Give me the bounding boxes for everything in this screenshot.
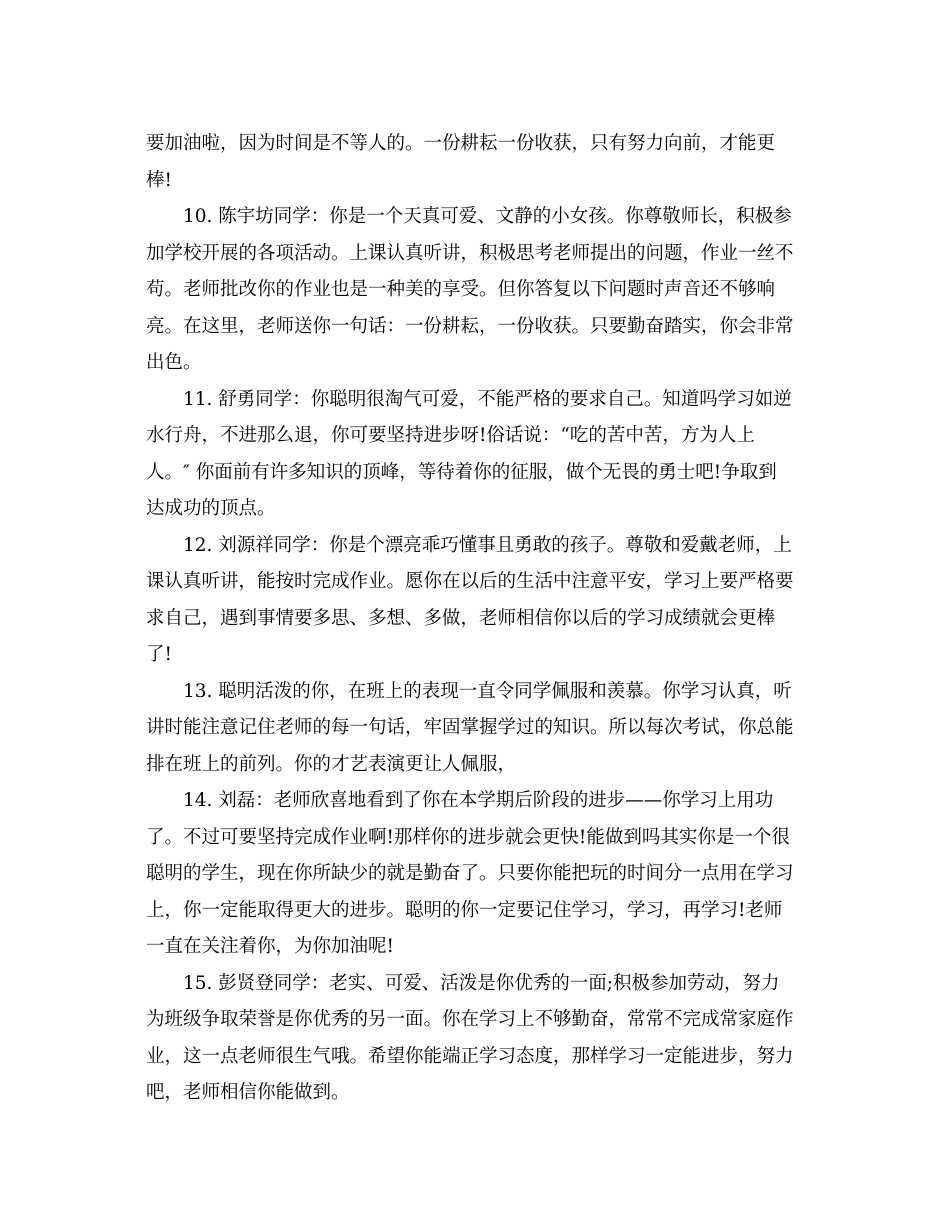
text-line: 亮。在这里，老师送你一句话：一份耕耘，一份收获。只要勤奋踏实，你会非常 xyxy=(146,315,794,337)
text-line: 水行舟，不进那么退，你可要坚持进步呀!俗话说：“吃的苦中苦，方为人上 xyxy=(146,425,755,446)
document-body xyxy=(146,126,804,1112)
text-line: 排在班上的前列。你的才艺表演更让人佩服， xyxy=(146,753,517,775)
text-line: 吧，老师相信你能做到。 xyxy=(146,1082,350,1103)
text-line: 14. 刘磊：老师欣喜地看到了你在本学期后阶段的进步——你学习上用功 xyxy=(183,790,774,811)
text-line: 了! xyxy=(146,644,172,665)
paragraph-11 xyxy=(146,382,804,528)
text-line: 为班级争取荣誉是你优秀的另一面。你在学习上不够勤奋，常常不完成常家庭作 xyxy=(146,1009,794,1030)
paragraph-12 xyxy=(146,528,804,674)
text-line: 要加油啦，因为时间是不等人的。一份耕耘一份收获，只有努力向前，才能更 xyxy=(146,133,776,154)
text-line: 12. 刘源祥同学：你是个漂亮乖巧懂事且勇敢的孩子。尊敬和爱戴老师，上 xyxy=(183,534,792,556)
paragraph-continuation xyxy=(146,126,804,199)
text-line: 苟。老师批改你的作业也是一种美的享受。但你答复以下问题时声音还不够响 xyxy=(146,279,776,300)
text-line: 了。不过可要坚持完成作业啊!那样你的进步就会更快!能做到吗其实你是一个很 xyxy=(146,826,790,848)
paragraph-13 xyxy=(146,674,804,784)
text-line: 讲时能注意记住老师的每一句话，牢固掌握学过的知识。所以每次考试，你总能 xyxy=(146,717,794,738)
text-line: 15. 彭贤登同学：老实、可爱、活泼是你优秀的一面;积极参加劳动，努力 xyxy=(183,972,780,994)
text-line: 出色。 xyxy=(146,352,202,373)
text-line: 达成功的顶点。 xyxy=(146,498,276,519)
text-line: 一直在关注着你，为你加油呢! xyxy=(146,936,394,957)
text-line: 业，这一点老师很生气哦。希望你能端正学习态度，那样学习一定能进步，努力 xyxy=(146,1045,794,1067)
paragraph-10 xyxy=(146,199,804,382)
paragraph-14 xyxy=(146,783,804,966)
text-line: 聪明的学生，现在你所缺少的就是勤奋了。只要你能把玩的时间分一点用在学习 xyxy=(146,863,794,884)
text-line: 10. 陈宇坊同学：你是一个天真可爱、文静的小女孩。你尊敬师长，积极参 xyxy=(183,206,792,227)
text-line: 求自己，遇到事情要多思、多想、多做，老师相信你以后的学习成绩就会更棒 xyxy=(146,607,776,629)
text-line: 人。″ 你面前有许多知识的顶峰，等待着你的征服，做个无畏的勇士吧!争取到 xyxy=(146,461,777,483)
text-line: 13. 聪明活泼的你，在班上的表现一直令同学佩服和羡慕。你学习认真，听 xyxy=(183,680,792,702)
text-line: 加学校开展的各项活动。上课认真听讲，积极思考老师提出的问题，作业一丝不 xyxy=(146,242,794,264)
text-line: 课认真听讲，能按时完成作业。愿你在以后的生活中注意平安，学习上要严格要 xyxy=(146,571,794,592)
text-line: 棒! xyxy=(146,169,172,191)
paragraph-15 xyxy=(146,966,804,1112)
text-line: 上，你一定能取得更大的进步。聪明的你一定要记住学习，学习，再学习!老师 xyxy=(146,899,783,921)
text-line: 11. 舒勇同学：你聪明很淘气可爱，不能严格的要求自己。知道吗学习如逆 xyxy=(183,388,792,410)
